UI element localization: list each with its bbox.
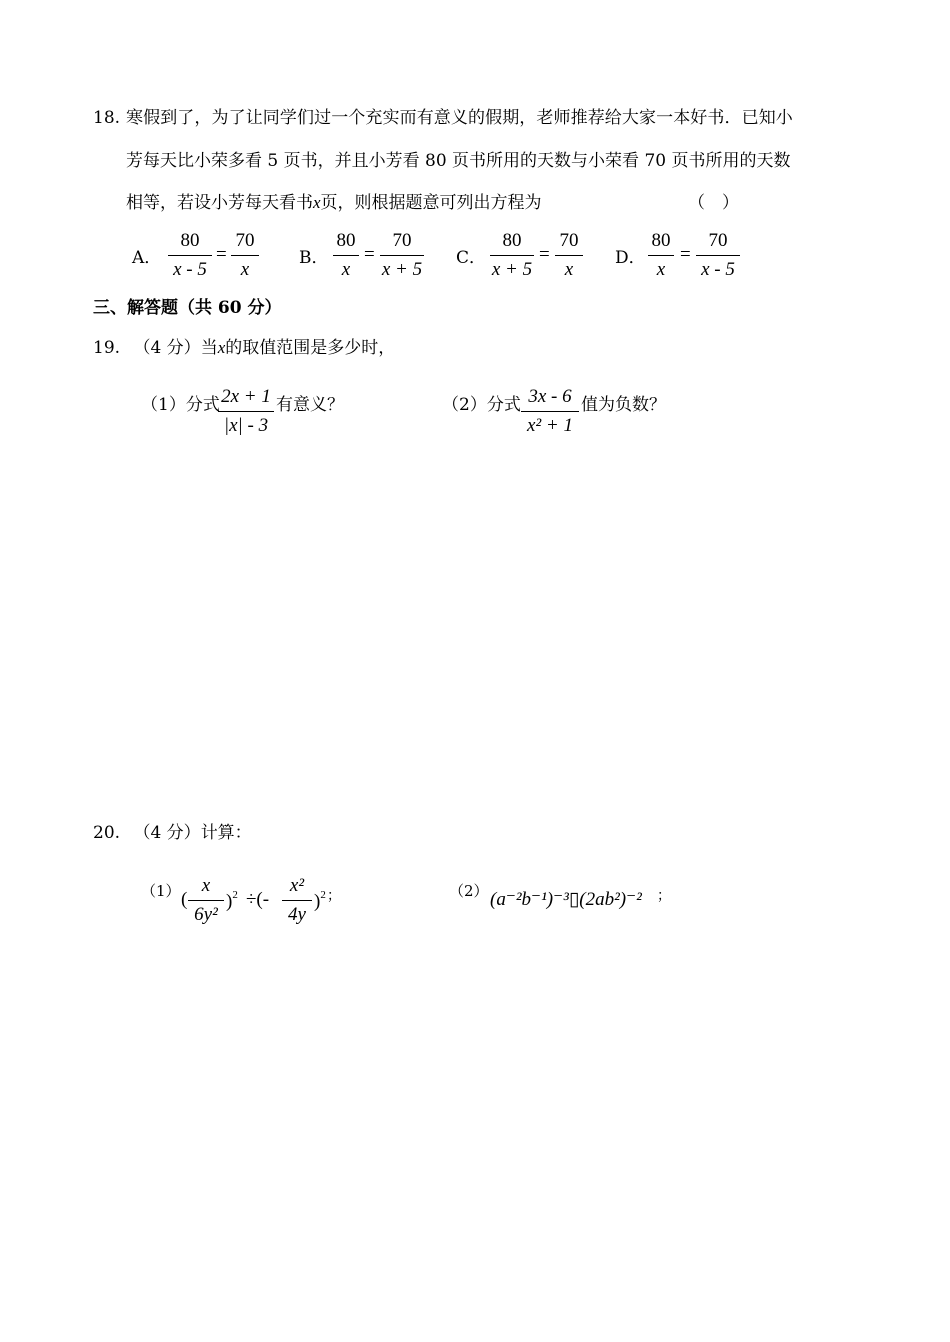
q20-part2-end: ； [657, 888, 671, 904]
option-a-equals: = [216, 244, 227, 265]
option-d-fraction-2: 70 x - 5 [696, 229, 740, 282]
section-heading: 三、解答题（共 60 分） [93, 298, 282, 318]
q19-part1-label: （1）分式 [141, 395, 220, 415]
q19-text-post: 的取值范围是多少时， [225, 338, 396, 358]
q20-part2-label: （2） [449, 882, 489, 900]
q19-text-pre: 当 [200, 338, 218, 358]
q20-part1-end: ； [327, 888, 341, 904]
q20-score: （4 分） [133, 823, 201, 843]
option-a-fraction-2: 70 x [231, 229, 259, 282]
option-c-label: C． [456, 248, 487, 268]
option-c-fraction-1: 80 x + 5 [491, 230, 533, 280]
option-c-fraction-2: 70 x [555, 229, 583, 282]
q20-part1-operator: ÷(- [246, 889, 270, 910]
q19-part1-fraction: 2x + 1 |x| - 3 [218, 385, 274, 438]
option-b-fraction-2: 70 x + 5 [381, 230, 423, 280]
q18-answer-bracket: （ ） [688, 193, 739, 213]
q20-part2-expression: (a⁻²b⁻¹)⁻³▯(2ab²)⁻² [490, 889, 642, 910]
option-d-equals: = [680, 244, 691, 265]
option-d-fraction-1: 80 x [648, 229, 674, 282]
q20-part1-open-paren: ( [181, 889, 188, 910]
q20-part1-fraction-2: x² 4y [282, 874, 312, 927]
option-d-label: D． [615, 248, 646, 268]
q20-part1-fraction-1: x 6y² [188, 874, 224, 927]
q18-line2: 芳每天比小荣多看 5 页书，并且小芳看 80 页书所用的天数与小荣看 70 页书所用的天数 [126, 151, 791, 171]
q20-part1-close-paren-1: )$^2$ [226, 889, 238, 912]
q19-score: （4 分） [133, 338, 201, 358]
option-a-fraction-1: 80 x - 5 [168, 229, 212, 282]
q19-part2-suffix: 值为负数？ [581, 395, 666, 415]
q20-text: 计算： [200, 823, 252, 843]
q18-number: 18. [93, 108, 121, 128]
q19-stem [93, 338, 395, 358]
option-b-label: B． [299, 248, 329, 268]
q18-line1: 寒假到了，为了让同学们过一个充实而有意义的假期，老师推荐给大家一本好书．已知小 [126, 108, 793, 128]
option-c-equals: = [539, 244, 550, 265]
q19-variable: x [217, 338, 226, 357]
q18-line3 [126, 193, 542, 213]
q18-line3-post: 页，则根据题意可列出方程为 [320, 193, 542, 213]
option-b-equals: = [364, 244, 375, 265]
option-b-fraction-1: 80 x [333, 229, 359, 282]
q19-number: 19. [93, 338, 121, 358]
q18-line3-pre: 相等，若设小芳每天看书 [126, 193, 313, 213]
q18-variable: x [313, 193, 321, 212]
q20-stem [93, 823, 252, 843]
q19-part2-fraction: 3x - 6 x² + 1 [521, 385, 579, 438]
q19-part2-label: （2）分式 [442, 395, 521, 415]
option-a-label: A． [132, 248, 162, 268]
q20-number: 20. [93, 823, 121, 843]
q19-part1-suffix: 有意义？ [276, 395, 344, 415]
q20-part1-label: （1） [141, 882, 181, 900]
q20-part1-close-paren-2: )$^2$ [314, 889, 326, 912]
